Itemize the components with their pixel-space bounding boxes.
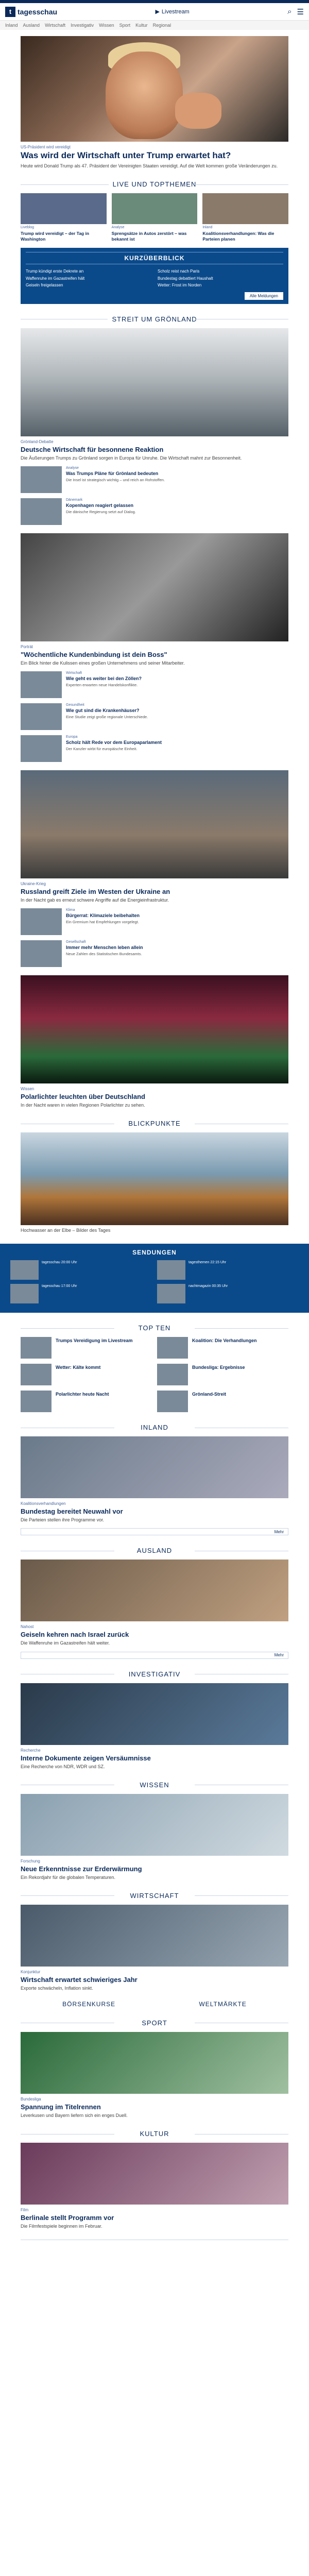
section-wissen: WISSEN	[21, 1781, 288, 1789]
topten-item[interactable]	[21, 1364, 152, 1385]
boerse-bar	[21, 2001, 288, 2008]
sendungen-title: SENDUNGEN	[132, 1249, 177, 1257]
topten-title: Polarlichter heute Nacht	[56, 1392, 109, 1397]
list-image	[21, 735, 62, 762]
wissen-overline: Forschung	[21, 1858, 40, 1863]
list-text	[66, 908, 288, 935]
aurora-teaser: In der Nacht waren in vielen Regionen Polarlichter zu sehen.	[21, 1102, 145, 1108]
list-overline: Dänemark	[66, 498, 83, 502]
feature3-teaser: In der Nacht gab es erneut schwere Angriffe auf die Energieinfrastruktur.	[21, 897, 169, 903]
sport-overline: Bundesliga	[21, 2096, 41, 2102]
inland-overline: Koalitionsverhandlungen	[21, 1501, 66, 1506]
wirtschaft-image[interactable]	[21, 1905, 288, 1967]
kultur-headline[interactable]: Berlinale stellt Programm vor	[21, 2214, 114, 2222]
list-title: Was Trumps Pläne für Grönland bedeuten	[66, 470, 159, 476]
section-topten: TOP TEN	[21, 1324, 288, 1332]
sendung-image	[157, 1284, 185, 1303]
boerse-kurse[interactable]: BÖRSENKURSE	[62, 2000, 116, 2008]
kultur-teaser: Die Filmfestspiele beginnen im Februar.	[21, 2224, 102, 2229]
kurz-item[interactable]: Trump kündigt erste Dekrete an	[26, 269, 84, 274]
nav-item[interactable]: Wirtschaft	[45, 23, 66, 28]
nav-item[interactable]: Ausland	[23, 23, 40, 28]
hero-hand	[175, 93, 221, 129]
kurz-item[interactable]: Geiseln freigelassen	[26, 283, 63, 288]
kurz-box	[21, 248, 288, 303]
aurora-overline: Wissen	[21, 1086, 35, 1091]
list-image	[21, 703, 62, 730]
sendungen-band	[0, 1244, 309, 1313]
sendung-title: tagesthemen 22:15 Uhr	[188, 1261, 227, 1265]
wirtschaft-headline[interactable]: Wirtschaft erwartet schwieriges Jahr	[21, 1975, 138, 1984]
hero-title[interactable]: Was wird der Wirtschaft unter Trump erwartet hat?	[21, 150, 231, 160]
investigativ-headline[interactable]: Interne Dokumente zeigen Versäumnisse	[21, 1754, 151, 1762]
kurz-item[interactable]: Bundestag debattiert Haushalt	[158, 276, 213, 281]
list-overline: Europa	[66, 735, 78, 739]
live-card[interactable]	[112, 193, 198, 242]
ausland-headline[interactable]: Geiseln kehren nach Israel zurück	[21, 1631, 129, 1639]
inland-more[interactable]: Mehr	[21, 1528, 288, 1535]
list-overline: Gesundheit	[66, 703, 84, 707]
nav-item[interactable]: Investigativ	[71, 23, 94, 28]
kultur-overline: Film	[21, 2208, 29, 2213]
list-desc: Neue Zahlen des Statistischen Bundesamts.	[66, 952, 142, 957]
list-desc: Die dänische Regierung setzt auf Dialog.	[66, 509, 136, 514]
list-overline: Klima	[66, 908, 75, 912]
list-title: Bürgerrat: Klimaziele beibehalten	[66, 912, 140, 918]
list-text	[66, 671, 288, 698]
topten-text	[56, 1364, 152, 1385]
kurz-item[interactable]: Wetter: Frost im Norden	[158, 283, 202, 288]
feature2-teaser: Ein Blick hinter die Kulissen eines großen Unternehmens und seiner Mitarbeiter.	[21, 660, 185, 666]
card-image	[112, 193, 198, 224]
list-item[interactable]	[21, 940, 288, 967]
sendung-image	[10, 1284, 39, 1303]
wirtschaft-teaser: Exporte schwächeln, Inflation sinkt.	[21, 1985, 93, 1991]
list-image	[21, 671, 62, 698]
card-title: Sprengsätze in Autos zerstört – was bekannt ist	[111, 231, 187, 242]
topten-item[interactable]	[157, 1364, 288, 1385]
list-item[interactable]	[21, 735, 288, 762]
list-text	[66, 940, 288, 967]
card-image	[202, 193, 288, 224]
topten-item[interactable]	[21, 1391, 152, 1412]
feature2-image[interactable]	[21, 533, 288, 641]
feature2-headline[interactable]: "Wöchentliche Kundenbindung ist dein Boss"	[21, 650, 167, 658]
card-overline: Liveblog	[21, 226, 35, 230]
topten-image	[21, 1391, 52, 1412]
kultur-image[interactable]	[21, 2143, 288, 2205]
sport-teaser: Leverkusen und Bayern liefern sich ein enges Duell.	[21, 2112, 128, 2118]
list-overline: Gesellschaft	[66, 940, 86, 944]
list-image	[21, 940, 62, 967]
groenland-image[interactable]	[21, 328, 288, 436]
nav-item[interactable]: Kultur	[135, 23, 148, 28]
sport-headline[interactable]: Spannung im Titelrennen	[21, 2103, 101, 2111]
topten-image	[21, 1364, 52, 1385]
topten-item[interactable]	[157, 1391, 288, 1412]
list-item[interactable]	[21, 498, 288, 525]
kurz-col2	[158, 267, 283, 290]
investigativ-teaser: Eine Recherche von NDR, WDR und SZ.	[21, 1764, 105, 1769]
list-title: Scholz hält Rede vor dem Europaparlament	[66, 739, 162, 745]
list-text	[66, 703, 288, 730]
nav-item[interactable]: Sport	[119, 23, 131, 28]
sendung-item[interactable]	[157, 1284, 299, 1303]
logo-icon: t	[5, 7, 15, 17]
top-icons	[287, 7, 304, 16]
topten-image	[157, 1337, 188, 1359]
list-desc: Ein Gremium hat Empfehlungen vorgelegt.	[66, 920, 139, 925]
list-image	[21, 498, 62, 525]
live-card[interactable]	[202, 193, 288, 242]
weltmaerkte[interactable]: WELTMÄRKTE	[199, 2000, 247, 2008]
aurora-headline[interactable]: Polarlichter leuchten über Deutschland	[21, 1092, 145, 1100]
topten-row	[21, 1391, 288, 1412]
topten-item[interactable]	[21, 1337, 152, 1359]
feature3-image[interactable]	[21, 770, 288, 878]
hero-image[interactable]	[21, 36, 288, 142]
aurora-image[interactable]	[21, 975, 288, 1083]
list-text	[66, 466, 288, 493]
list-text	[66, 735, 288, 762]
blickpunkte-image[interactable]	[21, 1132, 288, 1225]
kurz-title: KURZÜBERBLICK	[26, 252, 283, 264]
hero-face	[106, 52, 183, 139]
wissen-image[interactable]	[21, 1794, 288, 1856]
hero-teaser: Heute wird Donald Trump als 47. Präsident der Vereinigten Staaten vereidigt. Auf die Welt kommen große Veränderungen zu.	[21, 163, 278, 168]
sendung-title: tagesschau 17:00 Uhr	[42, 1284, 77, 1289]
list-overline: Analyse	[66, 466, 79, 470]
section-blickpunkte: BLICKPUNKTE	[21, 1120, 288, 1127]
section-kultur: KULTUR	[21, 2130, 288, 2138]
inland-image[interactable]	[21, 1436, 288, 1498]
topten-text	[192, 1391, 288, 1412]
kurz-col1	[26, 267, 151, 290]
section-groenland: STREIT UM GRÖNLAND	[21, 315, 288, 323]
topten-row	[21, 1364, 288, 1385]
live-card[interactable]	[21, 193, 107, 242]
section-ausland: AUSLAND	[21, 1547, 288, 1554]
kurz-item[interactable]: Scholz reist nach Paris	[158, 269, 200, 274]
blickpunkte-caption: Hochwasser an der Elbe – Bilder des Tages	[21, 1228, 111, 1233]
topten-text	[56, 1391, 152, 1412]
feature3-overline: Ukraine-Krieg	[21, 881, 46, 886]
topten-title: Bundesliga: Ergebnisse	[192, 1365, 245, 1370]
topten-title: Trumps Vereidigung im Livestream	[56, 1338, 133, 1344]
sendung-image	[157, 1260, 185, 1280]
topten-row	[21, 1337, 288, 1359]
wissen-headline[interactable]: Neue Erkenntnisse zur Erderwärmung	[21, 1865, 142, 1873]
investigativ-overline: Recherche	[21, 1748, 41, 1753]
list-desc: Experten erwarten neue Handelskonflikte.	[66, 683, 138, 688]
list-desc: Die Insel ist strategisch wichtig – und reich an Rohstoffen.	[66, 477, 165, 482]
topten-item[interactable]	[157, 1337, 288, 1359]
sendungen-row	[10, 1260, 299, 1280]
topten-image	[21, 1337, 52, 1359]
nav-item[interactable]: Wissen	[99, 23, 114, 28]
list-image	[21, 466, 62, 493]
ausland-more[interactable]: Mehr	[21, 1652, 288, 1659]
list-item[interactable]	[21, 703, 288, 730]
ausland-teaser: Die Waffenruhe im Gazastreifen hält weiter.	[21, 1640, 110, 1646]
kurz-item[interactable]: Waffenruhe im Gazastreifen hält	[26, 276, 85, 281]
wissen-teaser: Ein Rekordjahr für die globalen Temperaturen.	[21, 1874, 115, 1880]
card-title: Koalitionsverhandlungen: Was die Parteien planen	[202, 231, 274, 242]
wirtschaft-overline: Konjunktur	[21, 1969, 41, 1974]
groenland-teaser: Die Äußerungen Trumps zu Grönland sorgen in Europa für Unruhe. Die Wirtschaft mahnt zur Besonnenheit.	[21, 455, 242, 461]
topten-text	[192, 1337, 288, 1359]
sport-image[interactable]	[21, 2032, 288, 2094]
list-title: Wie gut sind die Krankenhäuser?	[66, 707, 140, 713]
list-title: Kopenhagen reagiert gelassen	[66, 502, 134, 508]
list-text	[66, 498, 288, 525]
topten-image	[157, 1391, 188, 1412]
feature3-headline[interactable]: Russland greift Ziele im Westen der Ukraine an	[21, 887, 170, 895]
topten-title: Koalition: Die Verhandlungen	[192, 1338, 257, 1344]
menu-icon[interactable]: ☰	[297, 7, 304, 16]
list-image	[21, 908, 62, 935]
list-overline: Wirtschaft	[66, 671, 82, 675]
list-item[interactable]	[21, 466, 288, 493]
list-item[interactable]	[21, 908, 288, 935]
sendung-item[interactable]	[157, 1260, 299, 1280]
section-investigativ: INVESTIGATIV	[21, 1670, 288, 1678]
live-cards	[21, 193, 288, 242]
sendung-title: tagesschau 20:00 Uhr	[42, 1261, 77, 1265]
list-item[interactable]	[21, 671, 288, 698]
investigativ-image[interactable]	[21, 1683, 288, 1745]
kurz-all-button[interactable]: Alle Meldungen	[245, 292, 283, 300]
sendung-item[interactable]	[10, 1284, 152, 1303]
sendungen-row	[10, 1284, 299, 1303]
card-image	[21, 193, 107, 224]
topten-text	[192, 1364, 288, 1385]
topten-image	[157, 1364, 188, 1385]
topten-title: Grönland-Streit	[192, 1392, 227, 1397]
list-desc: Eine Studie zeigt große regionale Unterschiede.	[66, 715, 148, 720]
live-link[interactable]	[155, 8, 189, 15]
play-icon: ▶	[155, 9, 160, 15]
logo[interactable]	[5, 7, 57, 17]
nav-strip	[0, 21, 309, 30]
live-label: Livestream	[161, 8, 190, 15]
card-overline: Analyse	[111, 226, 125, 230]
feature2-overline: Porträt	[21, 644, 33, 649]
nav-item[interactable]: Inland	[5, 23, 18, 28]
top-bar	[0, 3, 309, 21]
sendung-item[interactable]	[10, 1260, 152, 1280]
section-inland: INLAND	[21, 1423, 288, 1431]
card-title: Trump wird vereidigt – der Tag in Washington	[21, 231, 90, 242]
card-overline: Inland	[202, 226, 213, 230]
search-icon[interactable]: ⌕	[287, 7, 292, 16]
brand-name: tagesschau	[18, 7, 58, 16]
hero-overline: US-Präsident wird vereidigt	[21, 145, 71, 149]
ausland-overline: Nahost	[21, 1624, 34, 1630]
groenland-overline: Grönland-Debatte	[21, 439, 54, 444]
topten-title: Wetter: Kälte kommt	[56, 1365, 101, 1370]
list-title: Immer mehr Menschen leben allein	[66, 944, 143, 950]
section-live: LIVE UND TOPTHEMEN	[21, 180, 288, 188]
section-wirtschaft: WIRTSCHAFT	[21, 1892, 288, 1900]
ausland-image[interactable]	[21, 1560, 288, 1621]
sendung-title: nachtmagazin 00:35 Uhr	[188, 1284, 228, 1289]
list-desc: Der Kanzler wirbt für europäische Einheit.	[66, 747, 138, 752]
inland-teaser: Die Parteien stellen ihre Programme vor.	[21, 1517, 105, 1523]
topten-text	[56, 1337, 152, 1359]
nav-item[interactable]: Regional	[152, 23, 171, 28]
list-title: Wie geht es weiter bei den Zöllen?	[66, 675, 142, 681]
groenland-headline[interactable]: Deutsche Wirtschaft für besonnene Reaktion	[21, 445, 164, 453]
inland-headline[interactable]: Bundestag bereitet Neuwahl vor	[21, 1507, 123, 1516]
section-sport: SPORT	[21, 2019, 288, 2027]
sendung-image	[10, 1260, 39, 1280]
